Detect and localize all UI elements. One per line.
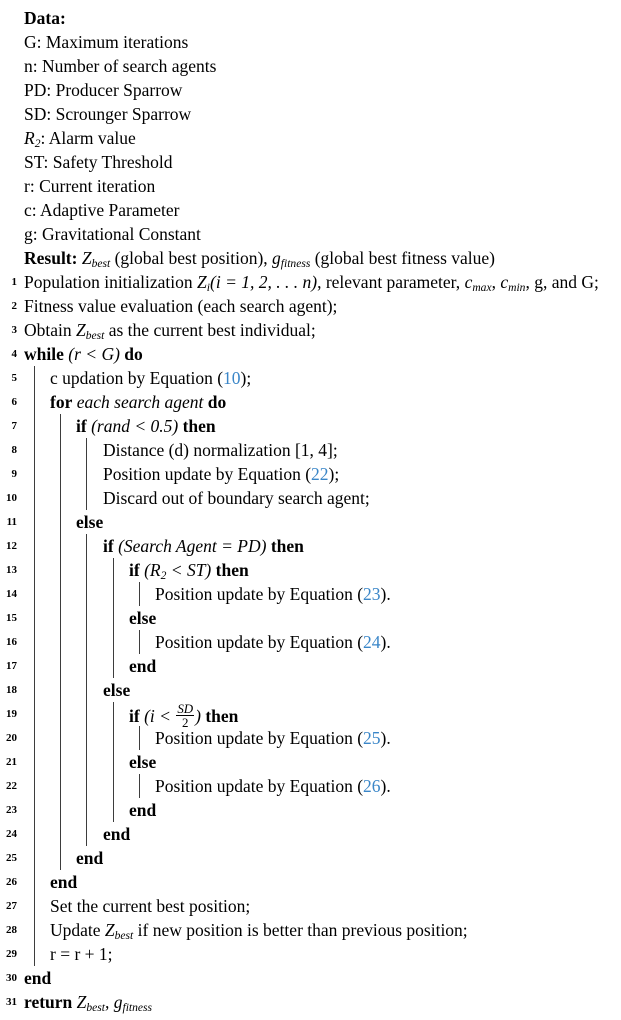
line-number: 3 xyxy=(11,324,17,336)
indent-bar xyxy=(86,750,87,774)
for-condition: each search agent xyxy=(76,392,204,412)
algorithm-line-15 xyxy=(0,606,621,630)
input-item-r: r: Current iteration xyxy=(24,176,156,196)
line-content: else xyxy=(129,608,157,628)
algorithm-line-22 xyxy=(0,774,621,798)
equation-ref-24[interactable]: 24 xyxy=(363,632,381,652)
line-content: Set the current best position; xyxy=(50,896,251,916)
then-keyword: then xyxy=(182,416,216,436)
indent-bar xyxy=(113,798,114,822)
line-content xyxy=(24,342,143,366)
algorithm-line-26 xyxy=(0,870,621,894)
algorithm-line-27 xyxy=(0,894,621,918)
algorithm-body xyxy=(0,270,621,1014)
algorithm-line-31 xyxy=(0,990,621,1014)
input-item-ST: ST: Safety Threshold xyxy=(24,152,173,172)
indent-bar xyxy=(34,702,35,726)
line-number: 30 xyxy=(6,972,17,984)
line-content xyxy=(155,630,391,654)
line31-g-var: g xyxy=(113,992,123,1012)
indent-bars xyxy=(0,870,621,894)
indent-bar xyxy=(34,438,35,462)
line3-tail: as the current best individual; xyxy=(104,320,316,340)
indent-bar xyxy=(86,558,87,582)
line-number: 1 xyxy=(11,276,17,288)
line31-z-subscript: best xyxy=(86,1002,105,1015)
indent-bars xyxy=(0,966,621,990)
algorithm-line-17 xyxy=(0,654,621,678)
indent-bar xyxy=(60,606,61,630)
algorithm-line-23 xyxy=(0,798,621,822)
input-item-PD: PD: Producer Sparrow xyxy=(24,80,183,100)
indent-bar xyxy=(60,630,61,654)
algorithm-line-10 xyxy=(0,486,621,510)
line-number: 14 xyxy=(6,588,17,600)
indent-bar xyxy=(139,630,140,654)
line-content xyxy=(103,534,304,558)
if-cond-close: ) xyxy=(195,705,201,726)
do-keyword: do xyxy=(124,344,143,364)
algorithm-preamble xyxy=(0,6,621,270)
if-keyword: if xyxy=(129,705,140,726)
indent-bar xyxy=(34,510,35,534)
algorithm-line-30 xyxy=(0,966,621,990)
line-content xyxy=(155,726,391,750)
indent-bar xyxy=(34,870,35,894)
algorithm-line-7 xyxy=(0,414,621,438)
indent-bar xyxy=(60,678,61,702)
line1-cmax-var: c xyxy=(464,272,473,292)
algorithm-line-2 xyxy=(0,294,621,318)
line-number: 7 xyxy=(11,420,17,432)
indent-bars xyxy=(0,534,621,558)
indent-bar xyxy=(113,630,114,654)
fraction-numerator: SD xyxy=(177,701,194,716)
indent-bars xyxy=(0,654,621,678)
line-content xyxy=(103,462,339,486)
line-number: 23 xyxy=(6,804,17,816)
input-item-R2 xyxy=(24,126,621,150)
line-number: 19 xyxy=(6,708,17,720)
indent-bar xyxy=(34,894,35,918)
indent-bar xyxy=(113,558,114,582)
input-item-SD: SD: Scrounger Sparrow xyxy=(24,104,192,124)
line1-index-range: (i = 1, 2, . . . n) xyxy=(210,272,318,292)
indent-bar xyxy=(34,582,35,606)
line-content xyxy=(76,414,216,438)
line-content: end xyxy=(50,872,78,892)
equation-ref-22[interactable]: 22 xyxy=(311,464,329,484)
indent-bar xyxy=(60,750,61,774)
line-number: 29 xyxy=(6,948,17,960)
line1-middle: , relevant parameter, xyxy=(317,272,465,292)
fraction-denominator: 2 xyxy=(176,715,194,729)
line1-z-subscript: i xyxy=(206,282,210,295)
line-number: 13 xyxy=(6,564,17,576)
indent-bars xyxy=(0,822,621,846)
return-keyword: return xyxy=(24,992,73,1012)
algorithm-line-1 xyxy=(0,270,621,294)
indent-bar xyxy=(60,654,61,678)
line22-lead: Position update by Equation ( xyxy=(155,776,364,796)
result-line xyxy=(24,246,621,270)
indent-bar xyxy=(34,366,35,390)
equation-ref-26[interactable]: 26 xyxy=(363,776,381,796)
algorithm-line-20 xyxy=(0,726,621,750)
line-number: 8 xyxy=(11,444,17,456)
indent-bar xyxy=(34,726,35,750)
indent-bar xyxy=(34,774,35,798)
line28-z-var: Z xyxy=(104,920,115,940)
if-keyword: if xyxy=(76,416,87,436)
indent-bar xyxy=(86,438,87,462)
line1-cmin-subscript: min xyxy=(508,282,526,295)
line-content: end xyxy=(129,800,157,820)
algorithm-line-16 xyxy=(0,630,621,654)
indent-bar xyxy=(86,486,87,510)
indent-bar xyxy=(60,798,61,822)
input-item-n: n: Number of search agents xyxy=(24,56,217,76)
line-content: else xyxy=(129,752,157,772)
indent-bar xyxy=(139,774,140,798)
do-keyword: do xyxy=(207,392,227,412)
line-number: 11 xyxy=(6,516,17,528)
line-content: end xyxy=(129,656,157,676)
line9-lead: Position update by Equation ( xyxy=(103,464,312,484)
indent-bar xyxy=(139,582,140,606)
equation-ref-23[interactable]: 23 xyxy=(363,584,381,604)
if-cond-r-subscript: 2 xyxy=(160,570,167,583)
line-number: 15 xyxy=(6,612,17,624)
indent-bar xyxy=(60,534,61,558)
algorithm-line-29 xyxy=(0,942,621,966)
line-number: 4 xyxy=(11,348,17,360)
algorithm-line-3 xyxy=(0,318,621,342)
line-number: 27 xyxy=(6,900,17,912)
algorithm-line-11 xyxy=(0,510,621,534)
line20-tail: ). xyxy=(380,728,391,748)
indent-bar xyxy=(86,630,87,654)
line14-lead: Position update by Equation ( xyxy=(155,584,364,604)
algorithm-line-14 xyxy=(0,582,621,606)
line28-z-subscript: best xyxy=(114,930,134,943)
equation-ref-10[interactable]: 10 xyxy=(223,368,241,388)
algorithm-line-24 xyxy=(0,822,621,846)
if-cond-open: ( xyxy=(144,560,150,580)
indent-bar xyxy=(34,534,35,558)
indent-bars xyxy=(0,702,621,726)
line28-tail: if new position is better than previous position; xyxy=(133,920,468,940)
line20-lead: Position update by Equation ( xyxy=(155,728,364,748)
line1-lead: Population initialization xyxy=(24,272,198,292)
for-keyword: for xyxy=(50,392,73,412)
line-number: 21 xyxy=(6,756,17,768)
result-label: Result: xyxy=(24,248,78,268)
then-keyword: then xyxy=(215,560,249,580)
indent-bar xyxy=(113,774,114,798)
indent-bar xyxy=(34,606,35,630)
line-number: 25 xyxy=(6,852,17,864)
indent-bar xyxy=(34,654,35,678)
line-number: 16 xyxy=(6,636,17,648)
indent-bar xyxy=(60,846,61,870)
indent-bar xyxy=(86,702,87,726)
line-content: Discard out of boundary search agent; xyxy=(103,488,370,508)
result-var-g-subscript: fitness xyxy=(280,258,311,271)
indent-bar xyxy=(113,750,114,774)
line-content: end xyxy=(103,824,131,844)
line16-tail: ). xyxy=(380,632,391,652)
line31-g-subscript: fitness xyxy=(122,1002,153,1015)
indent-bar xyxy=(86,462,87,486)
line-content: r = r + 1; xyxy=(50,944,113,964)
indent-bar xyxy=(60,774,61,798)
if-condition: (rand < 0.5) xyxy=(91,416,179,436)
indent-bar xyxy=(86,774,87,798)
line31-z-var: Z xyxy=(76,992,87,1012)
algorithm-line-9 xyxy=(0,462,621,486)
algorithm-line-5 xyxy=(0,366,621,390)
indent-bar xyxy=(86,606,87,630)
indent-bar xyxy=(34,750,35,774)
line31-comma: , xyxy=(105,992,114,1012)
line5-tail: ); xyxy=(240,368,252,388)
indent-bar xyxy=(34,390,35,414)
then-keyword: then xyxy=(270,536,304,556)
equation-ref-25[interactable]: 25 xyxy=(363,728,381,748)
algorithm-line-19 xyxy=(0,701,621,731)
indent-bar xyxy=(60,462,61,486)
algorithm-line-13 xyxy=(0,558,621,582)
result-var-g: g xyxy=(272,248,281,268)
indent-bar xyxy=(60,582,61,606)
result-tail-text: (global best fitness value) xyxy=(310,248,495,268)
line-content: Distance (d) normalization [1, 4]; xyxy=(103,440,338,460)
line3-lead: Obtain xyxy=(24,320,77,340)
line22-tail: ). xyxy=(380,776,391,796)
line-number: 24 xyxy=(6,828,17,840)
if-cond-r-var: R xyxy=(149,560,161,580)
line-number: 22 xyxy=(6,780,17,792)
indent-bar xyxy=(34,798,35,822)
line-content xyxy=(50,390,226,414)
if-keyword: if xyxy=(129,560,140,580)
indent-bar xyxy=(34,462,35,486)
line28-lead: Update xyxy=(50,920,105,940)
line-content: end xyxy=(24,968,52,988)
data-label: Data: xyxy=(24,8,66,28)
input-item-g: g: Gravitational Constant xyxy=(24,224,201,244)
algorithm-line-12 xyxy=(0,534,621,558)
line-content xyxy=(50,366,251,390)
indent-bar xyxy=(86,726,87,750)
line3-z-var: Z xyxy=(76,320,86,340)
line-number: 17 xyxy=(6,660,17,672)
result-var-z: Z xyxy=(81,248,92,268)
line-content: end xyxy=(76,848,104,868)
algorithm-line-18 xyxy=(0,678,621,702)
indent-bar xyxy=(34,486,35,510)
indent-bar xyxy=(34,846,35,870)
indent-bar xyxy=(34,918,35,942)
input-item-G: G: Maximum iterations xyxy=(24,32,189,52)
line-number: 20 xyxy=(6,732,17,744)
line-number: 18 xyxy=(6,684,17,696)
algorithm-line-8 xyxy=(0,438,621,462)
line14-tail: ). xyxy=(380,584,391,604)
indent-bar xyxy=(86,534,87,558)
indent-bar xyxy=(34,942,35,966)
line9-tail: ); xyxy=(328,464,340,484)
indent-bar xyxy=(34,822,35,846)
line-content: else xyxy=(103,680,131,700)
indent-bar xyxy=(60,702,61,726)
indent-bar xyxy=(34,414,35,438)
algorithm-line-6 xyxy=(0,390,621,414)
indent-bar xyxy=(113,582,114,606)
line-content: Fitness value evaluation (each search agent); xyxy=(24,296,338,316)
algorithm-line-28 xyxy=(0,918,621,942)
if-condition: (Search Agent = PD) xyxy=(118,536,267,556)
algorithm-line-21 xyxy=(0,750,621,774)
line-content xyxy=(155,774,391,798)
line-content: Population initialization $Z_i(i = 1$, 2, . . . n), relevant parameter, $c_{max}$, $c_{min}$, g, and G; xyxy=(24,272,599,295)
line-number: 6 xyxy=(11,396,17,408)
line-number: 9 xyxy=(11,468,17,480)
line1-cmin-var: c xyxy=(500,272,509,292)
then-keyword: then xyxy=(205,705,239,726)
indent-bar xyxy=(60,486,61,510)
indent-bar xyxy=(86,798,87,822)
indent-bar xyxy=(34,678,35,702)
line-number: 12 xyxy=(6,540,17,552)
indent-bars xyxy=(0,798,621,822)
input-item-c: c: Adaptive Parameter xyxy=(24,200,180,220)
indent-bar xyxy=(60,558,61,582)
indent-bar xyxy=(60,822,61,846)
indent-bar xyxy=(86,822,87,846)
indent-bars xyxy=(0,606,621,630)
algorithm-line-25 xyxy=(0,846,621,870)
indent-bar xyxy=(60,726,61,750)
indent-bar xyxy=(60,414,61,438)
result-middle-text: (global best position), xyxy=(110,248,273,268)
indent-bar xyxy=(86,654,87,678)
line5-lead: c updation by Equation ( xyxy=(50,368,224,388)
indent-bar xyxy=(113,654,114,678)
line-content xyxy=(24,990,152,1020)
indent-bar xyxy=(86,678,87,702)
indent-bar xyxy=(60,510,61,534)
if-cond-open: (i < xyxy=(144,705,176,726)
line1-cmax-subscript: max xyxy=(472,282,492,295)
algorithm-line-4 xyxy=(0,342,621,366)
line1-tail: , g, and G; xyxy=(525,272,599,292)
indent-bar xyxy=(113,726,114,750)
line-number: 5 xyxy=(11,372,17,384)
indent-bar xyxy=(34,558,35,582)
while-condition: (r < G) xyxy=(68,344,120,364)
while-keyword: while xyxy=(24,344,64,364)
result-var-z-subscript: best xyxy=(91,258,111,271)
alarm-desc: : Alarm value xyxy=(40,128,136,148)
indent-bar xyxy=(113,606,114,630)
indent-bar xyxy=(60,438,61,462)
line3-z-subscript: best xyxy=(85,330,105,343)
indent-bar xyxy=(86,582,87,606)
indent-bars xyxy=(0,750,621,774)
if-keyword: if xyxy=(103,536,114,556)
alarm-subscript: 2 xyxy=(34,138,41,151)
line1-z-var: Z xyxy=(197,272,207,292)
indent-bars xyxy=(0,558,621,582)
line-number: 10 xyxy=(6,492,17,504)
indent-bars xyxy=(0,678,621,702)
line16-lead: Position update by Equation ( xyxy=(155,632,364,652)
line-number: 2 xyxy=(11,300,17,312)
indent-bar xyxy=(113,702,114,726)
line-content: else xyxy=(76,512,104,532)
indent-bar xyxy=(139,726,140,750)
line-number: 26 xyxy=(6,876,17,888)
line-content xyxy=(155,582,391,606)
indent-bar xyxy=(34,630,35,654)
line-number: 28 xyxy=(6,924,17,936)
line-number: 31 xyxy=(6,996,17,1008)
if-cond-rest: < ST) xyxy=(166,560,212,580)
alarm-var: R xyxy=(24,128,35,148)
